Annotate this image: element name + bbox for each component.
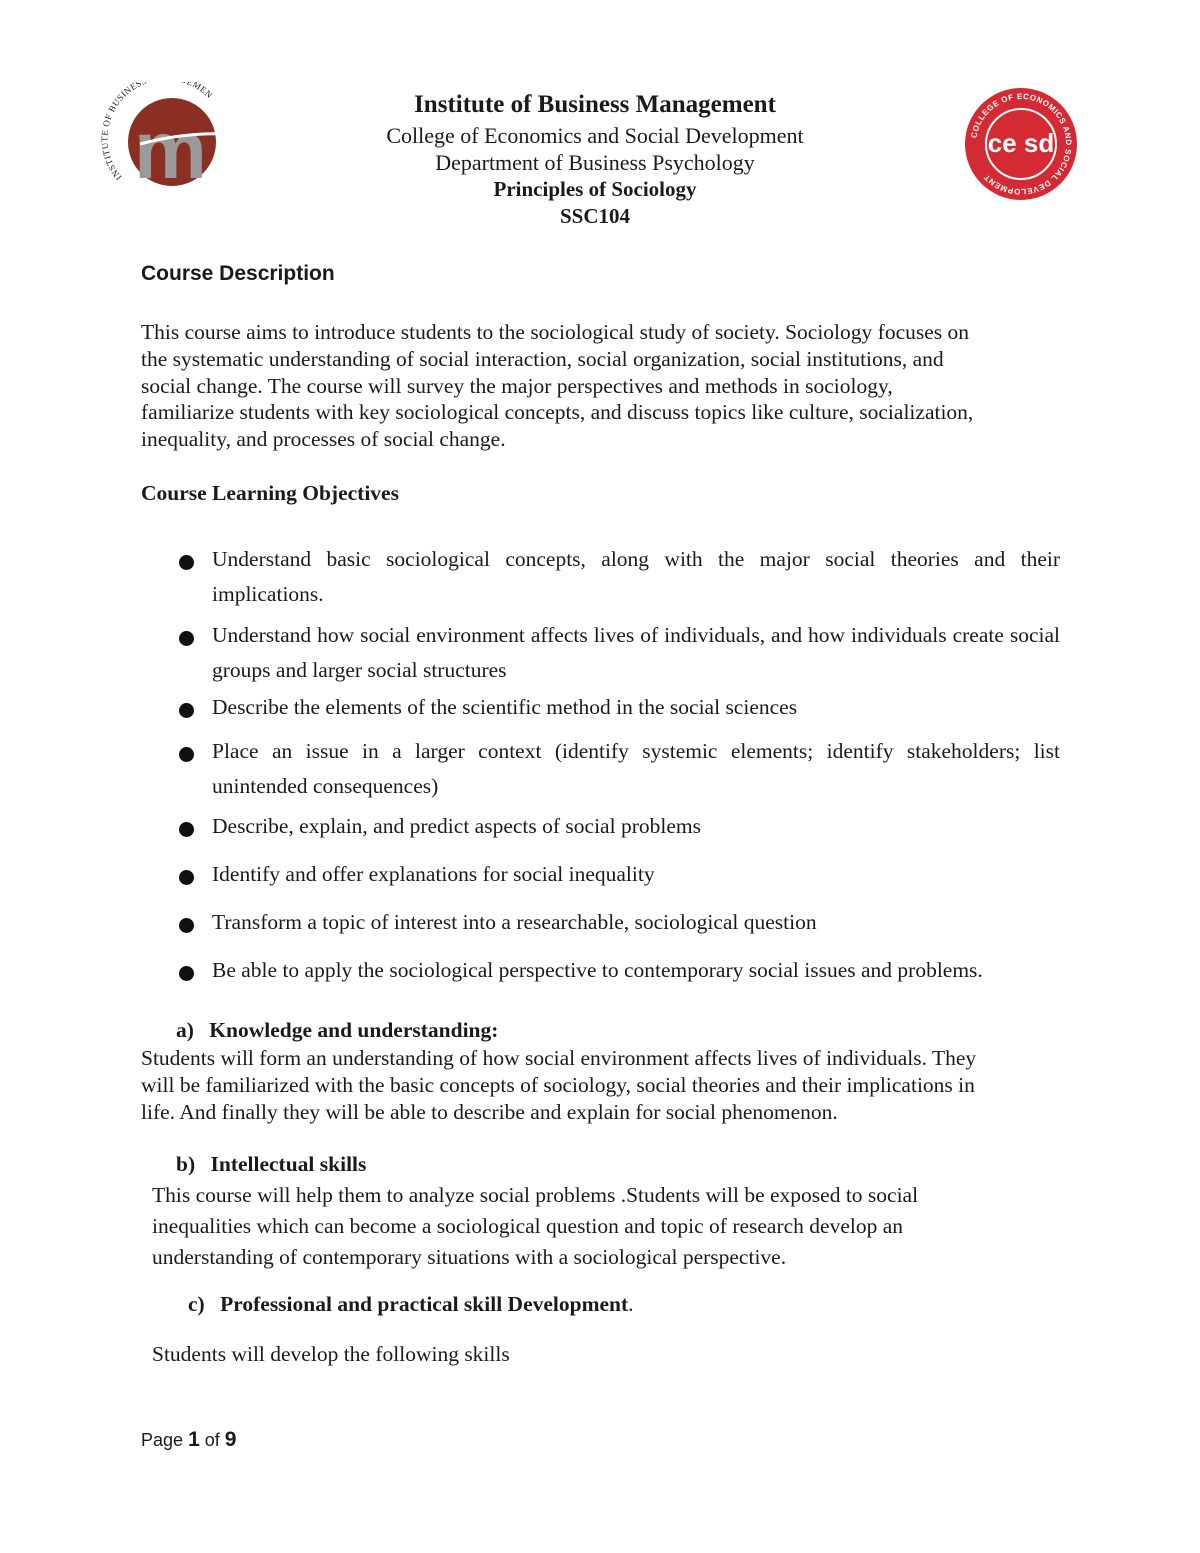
- section-c-label: c): [188, 1292, 205, 1316]
- description-line: This course aims to introduce students to the sociological study of society. Sociology focuses on: [141, 320, 970, 344]
- objective-text: Place an issue in a larger context (identify systemic elements; identify stakeholders; list unintended consequences): [212, 739, 1060, 798]
- section-a-line: life. And finally they will be able to describe and explain for social phenomenon.: [141, 1099, 838, 1124]
- course-title: Principles of Sociology: [493, 177, 697, 201]
- ibm-logo: [100, 82, 240, 194]
- cesd-seal-center-text: ce sd: [987, 128, 1055, 158]
- section-c-heading: [188, 1292, 634, 1317]
- learning-objectives-heading: Course Learning Objectives: [141, 481, 399, 505]
- learning-objectives-list: [175, 542, 1060, 988]
- course-description-body: [141, 319, 1071, 453]
- objective-item: [175, 542, 1060, 612]
- svg-text:m: m: [134, 105, 207, 194]
- objective-text: Understand basic sociological concepts, along with the major social theories and their implications.: [212, 547, 1060, 606]
- cesd-seal: [962, 86, 1080, 202]
- bullet-icon: [179, 555, 194, 570]
- section-b-line: This course will help them to analyze social problems .Students will be exposed to social: [152, 1183, 919, 1207]
- section-c-title-suffix: .: [628, 1292, 634, 1316]
- objective-item: [175, 905, 1060, 940]
- section-b-body: [152, 1180, 1072, 1273]
- of-word: of: [204, 1430, 220, 1450]
- college-name: College of Economics and Social Development: [386, 123, 804, 148]
- objective-text: Describe the elements of the scientific method in the social sciences: [212, 695, 798, 719]
- page-footer: [141, 1428, 236, 1452]
- bullet-icon: [179, 747, 194, 762]
- document-header: [300, 88, 890, 230]
- section-b-line: understanding of contemporary situations with a sociological perspective.: [152, 1245, 787, 1269]
- page-word: Page: [141, 1430, 184, 1450]
- course-description-heading: Course Description: [141, 262, 335, 285]
- objective-item: [175, 953, 1060, 988]
- section-b-label: b): [176, 1152, 196, 1176]
- objective-item: [175, 809, 1060, 844]
- objective-text: Transform a topic of interest into a researchable, sociological question: [212, 910, 817, 934]
- description-line: social change. The course will survey the major perspectives and methods in sociology,: [141, 373, 893, 398]
- objective-text: Be able to apply the sociological perspective to contemporary social issues and problems.: [212, 958, 983, 982]
- bullet-icon: [179, 631, 194, 646]
- section-c-intro: Students will develop the following skills: [152, 1342, 510, 1366]
- section-b-title: Intellectual skills: [210, 1152, 367, 1176]
- section-a-body: [141, 1045, 1071, 1125]
- description-line: the systematic understanding of social interaction, social organization, social institutions, and: [141, 346, 944, 371]
- description-line: inequality, and processes of social change.: [141, 427, 506, 452]
- section-a-heading: [176, 1018, 498, 1043]
- section-a-title: Knowledge and understanding:: [209, 1018, 499, 1042]
- section-c-title: Professional and practical skill Development: [220, 1292, 629, 1316]
- section-a-line: Students will form an understanding of how social environment affects lives of individuals. They: [141, 1046, 977, 1070]
- bullet-icon: [179, 870, 194, 885]
- cesd-seal-ring-text: COLLEGE OF ECONOMICS AND SOCIAL DEVELOPMENT: [969, 91, 1074, 197]
- objective-item: [175, 618, 1060, 688]
- course-code: SSC104: [559, 204, 631, 228]
- bullet-icon: [179, 966, 194, 981]
- ibm-logo-ring-text: INSTITUTE OF BUSINES EMEN: [100, 82, 215, 183]
- section-b-line: inequalities which can become a sociological question and topic of research develop an: [152, 1214, 904, 1238]
- objective-item: [175, 734, 1060, 804]
- objective-text: Identify and offer explanations for social inequality: [212, 862, 655, 886]
- page-total: 9: [224, 1428, 237, 1451]
- bullet-icon: [179, 918, 194, 933]
- page-number: 1: [188, 1428, 200, 1451]
- bullet-icon: [179, 822, 194, 837]
- department-name: Department of Business Psychology: [435, 150, 755, 175]
- bullet-icon: [179, 703, 194, 718]
- objective-text: Understand how social environment affects lives of individuals, and how individuals create social groups and larger social structures: [212, 623, 1060, 682]
- section-a-line: will be familiarized with the basic concepts of sociology, social theories and their implications in: [141, 1072, 975, 1097]
- institute-name: Institute of Business Management: [414, 91, 776, 118]
- description-line: familiarize students with key sociological concepts, and discuss topics like culture, socialization,: [141, 400, 974, 425]
- section-b-heading: [176, 1152, 366, 1177]
- objective-item: [175, 857, 1060, 892]
- objective-item: [175, 690, 1060, 725]
- section-a-label: a): [176, 1018, 194, 1042]
- objective-text: Describe, explain, and predict aspects of social problems: [212, 814, 701, 838]
